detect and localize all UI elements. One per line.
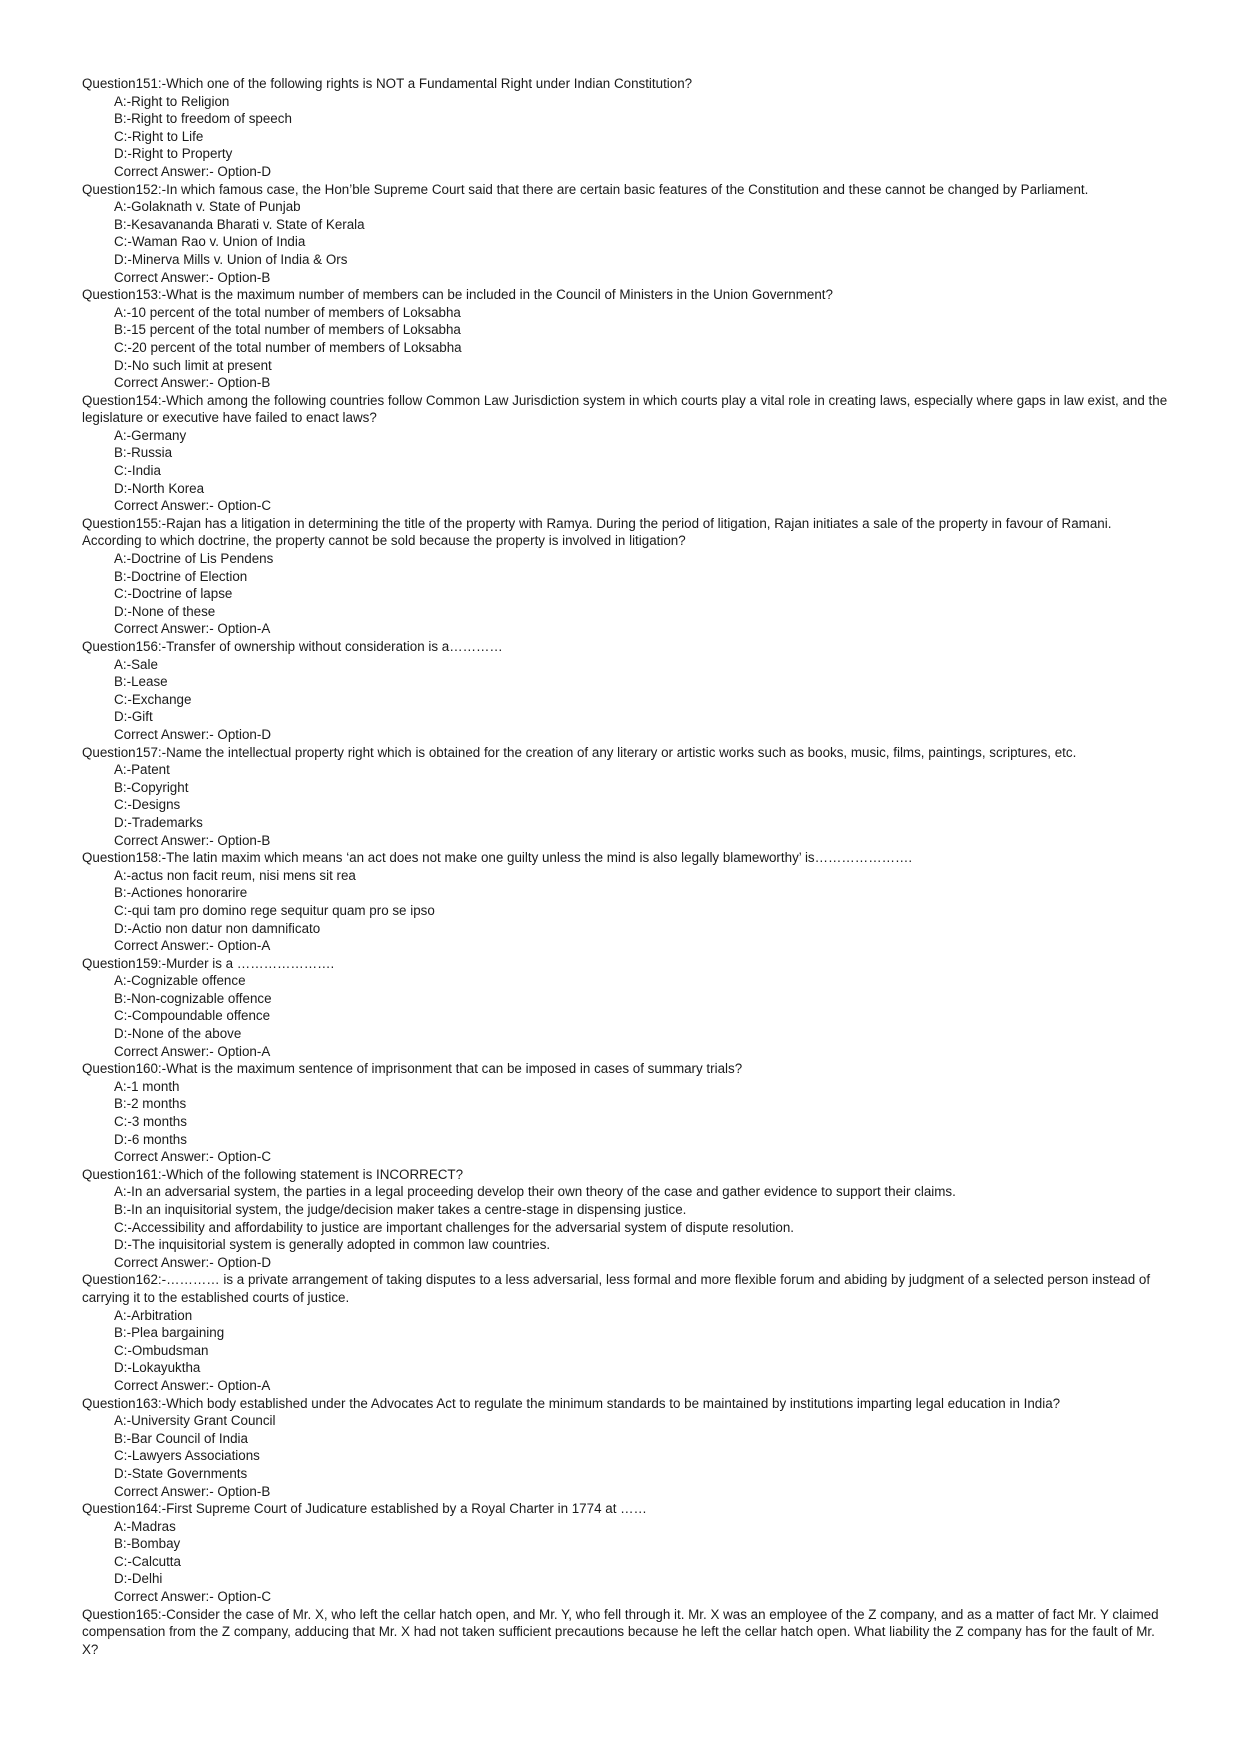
question-text: Question155:-Rajan has a litigation in determining the title of the property with Ramya. During the period of litigation, Rajan initiates a sale of the property in favour of Ramani. According to which doctrine, the property cannot be sold because the property is involved in litigation? [82,515,1112,549]
correct-answer: Correct Answer:- Option-B [114,1483,271,1499]
option-item: C:-Accessibility and affordability to justice are important challenges for the adversarial system of dispute resolution. [114,1219,795,1235]
correct-answer: Correct Answer:- Option-A [114,621,271,637]
option-item: A:-University Grant Council [114,1413,276,1429]
option-item: B:-15 percent of the total number of members of Loksabha [114,322,461,338]
option-list [82,550,1172,620]
option-item: D:-None of these [114,603,216,619]
correct-answer: Correct Answer:- Option-D [114,163,272,179]
option-list [82,93,1172,163]
question-block [82,286,1172,392]
option-item: C:-3 months [114,1114,187,1130]
question-block [82,1500,1172,1606]
option-list [82,656,1172,726]
option-item: B:-Copyright [114,779,189,795]
question-block [82,1395,1172,1501]
option-list [82,198,1172,268]
question-text: Question161:-Which of the following statement is INCORRECT? [82,1166,464,1182]
option-item: C:-Right to Life [114,128,204,144]
correct-answer: Correct Answer:- Option-B [114,269,271,285]
option-item: A:-Cognizable offence [114,973,246,989]
question-text: Question152:-In which famous case, the Hon’ble Supreme Court said that there are certain basic features of the Constitution and these cannot be changed by Parliament. [82,181,1089,197]
question-block [82,955,1172,1061]
question-block [82,1060,1172,1166]
question-block [82,744,1172,850]
option-item: C:-Compoundable offence [114,1008,271,1024]
question-text: Question158:-The latin maxim which means ‘an act does not make one guilty unless the mind is also legally blameworthy’ is…………………. [82,850,913,866]
option-item: D:-None of the above [114,1026,242,1042]
question-text: Question156:-Transfer of ownership without consideration is a………… [82,639,503,654]
question-text: Question159:-Murder is a …………………. [82,955,335,971]
option-item: D:-Delhi [114,1571,163,1587]
option-item: D:-Right to Property [114,146,233,162]
option-item: A:-Golaknath v. State of Punjab [114,199,301,215]
option-item: A:-Right to Religion [114,93,230,109]
option-list [82,304,1172,374]
option-item: A:-10 percent of the total number of members of Loksabha [114,304,461,320]
question-text: Question157:-Name the intellectual property right which is obtained for the creation of any literary or artistic works such as books, music, films, paintings, scriptures, etc. [82,744,1077,760]
option-list [82,1078,1172,1148]
option-item: C:-qui tam pro domino rege sequitur quam pro se ipso [114,902,435,918]
option-item: D:-North Korea [114,480,205,496]
option-item: A:-Patent [114,762,170,778]
option-item: A:-In an adversarial system, the parties in a legal proceeding develop their own theory of the case and gather evidence to support their claims. [114,1184,956,1200]
option-item: D:-Minerva Mills v. Union of India & Ors [114,251,348,267]
option-item: B:-Lease [114,674,168,690]
option-item: D:-The inquisitorial system is generally adopted in common law countries. [114,1237,551,1253]
question-text: Question165:-Consider the case of Mr. X, who left the cellar hatch open, and Mr. Y, who fell through it. Mr. X was an employee of the Z company, and as a matter of fact Mr. Y claimed compensation from the Z company, adducing that Mr. X had not taken sufficient precautions because he left the cellar hatch open. What liability the Z company has for the fault of Mr. X? [82,1606,1159,1657]
question-block [82,638,1172,744]
question-block [82,392,1172,515]
question-text: Question151:-Which one of the following rights is NOT a Fundamental Right under Indian Constitution? [82,76,693,91]
option-item: A:-1 month [114,1078,180,1094]
option-item: A:-Germany [114,427,187,443]
correct-answer: Correct Answer:- Option-A [114,1043,271,1059]
option-list [82,761,1172,831]
option-item: D:-Lokayuktha [114,1360,201,1376]
option-item: A:-Madras [114,1518,176,1534]
option-list [82,1412,1172,1482]
question-text: Question153:-What is the maximum number of members can be included in the Council of Ministers in the Union Government? [82,287,833,303]
correct-answer: Correct Answer:- Option-D [114,1254,272,1270]
option-item: B:-Right to freedom of speech [114,111,292,127]
question-block [82,75,1172,181]
option-item: C:-20 percent of the total number of members of Loksabha [114,339,462,355]
correct-answer: Correct Answer:- Option-A [114,938,271,954]
option-item: C:-Exchange [114,691,192,707]
option-list [82,972,1172,1042]
option-list [82,1307,1172,1377]
question-text: Question163:-Which body established under the Advocates Act to regulate the minimum standards to be maintained by institutions imparting legal education in India? [82,1395,1061,1411]
question-document [82,75,1172,1658]
option-item: B:-Bar Council of India [114,1430,248,1446]
option-item: D:-Trademarks [114,814,203,830]
option-item: C:-Doctrine of lapse [114,586,233,602]
option-item: C:-India [114,463,161,479]
question-block [82,1271,1172,1394]
question-text: Question160:-What is the maximum sentence of imprisonment that can be imposed in cases of summary trials? [82,1061,743,1077]
option-item: D:-No such limit at present [114,357,272,373]
option-item: B:-Plea bargaining [114,1325,225,1341]
correct-answer: Correct Answer:- Option-A [114,1377,271,1393]
option-item: B:-Bombay [114,1536,181,1552]
option-list [82,427,1172,497]
option-item: C:-Designs [114,797,181,813]
question-block [82,181,1172,287]
question-text: Question162:-………… is a private arrangement of taking disputes to a less adversarial, less formal and more flexible forum and abiding by judgment of a selected person instead of carrying it to the established courts of justice. [82,1272,1151,1305]
option-list [82,867,1172,937]
option-item: C:-Calcutta [114,1553,181,1569]
option-item: C:-Waman Rao v. Union of India [114,234,306,250]
option-item: C:-Lawyers Associations [114,1448,260,1464]
correct-answer: Correct Answer:- Option-D [114,726,272,742]
question-text: Question154:-Which among the following countries follow Common Law Jurisdiction system in which courts play a vital role in creating laws, especially where gaps in law exist, and the legislature or executive have failed to enact laws? [82,392,1168,426]
option-list [82,1183,1172,1253]
option-item: B:-In an inquisitorial system, the judge/decision maker takes a centre-stage in dispensing justice. [114,1202,687,1217]
correct-answer: Correct Answer:- Option-C [114,498,272,514]
option-item: B:-Kesavananda Bharati v. State of Kerala [114,216,365,232]
correct-answer: Correct Answer:- Option-B [114,375,271,391]
option-item: D:-State Governments [114,1465,248,1481]
option-item: B:-2 months [114,1096,187,1112]
option-item: A:-Arbitration [114,1307,193,1323]
question-block [82,1166,1172,1272]
option-item: B:-Non-cognizable offence [114,990,272,1006]
correct-answer: Correct Answer:- Option-B [114,832,271,848]
correct-answer: Correct Answer:- Option-C [114,1149,272,1165]
option-item: D:-6 months [114,1131,187,1147]
option-item: B:-Actiones honorarire [114,885,248,901]
option-item: A:-Sale [114,656,158,672]
option-item: C:-Ombudsman [114,1342,209,1358]
option-item: D:-Gift [114,709,153,725]
option-item: A:-Doctrine of Lis Pendens [114,551,274,567]
correct-answer: Correct Answer:- Option-C [114,1589,272,1605]
option-item: A:-actus non facit reum, nisi mens sit rea [114,867,356,883]
question-text: Question164:-First Supreme Court of Judicature established by a Royal Charter in 1774 at …… [82,1501,647,1517]
question-block [82,1606,1172,1659]
question-block [82,515,1172,638]
option-item: B:-Russia [114,445,173,461]
question-block [82,849,1172,955]
option-item: D:-Actio non datur non damnificato [114,920,321,936]
option-item: B:-Doctrine of Election [114,568,248,584]
option-list [82,1518,1172,1588]
